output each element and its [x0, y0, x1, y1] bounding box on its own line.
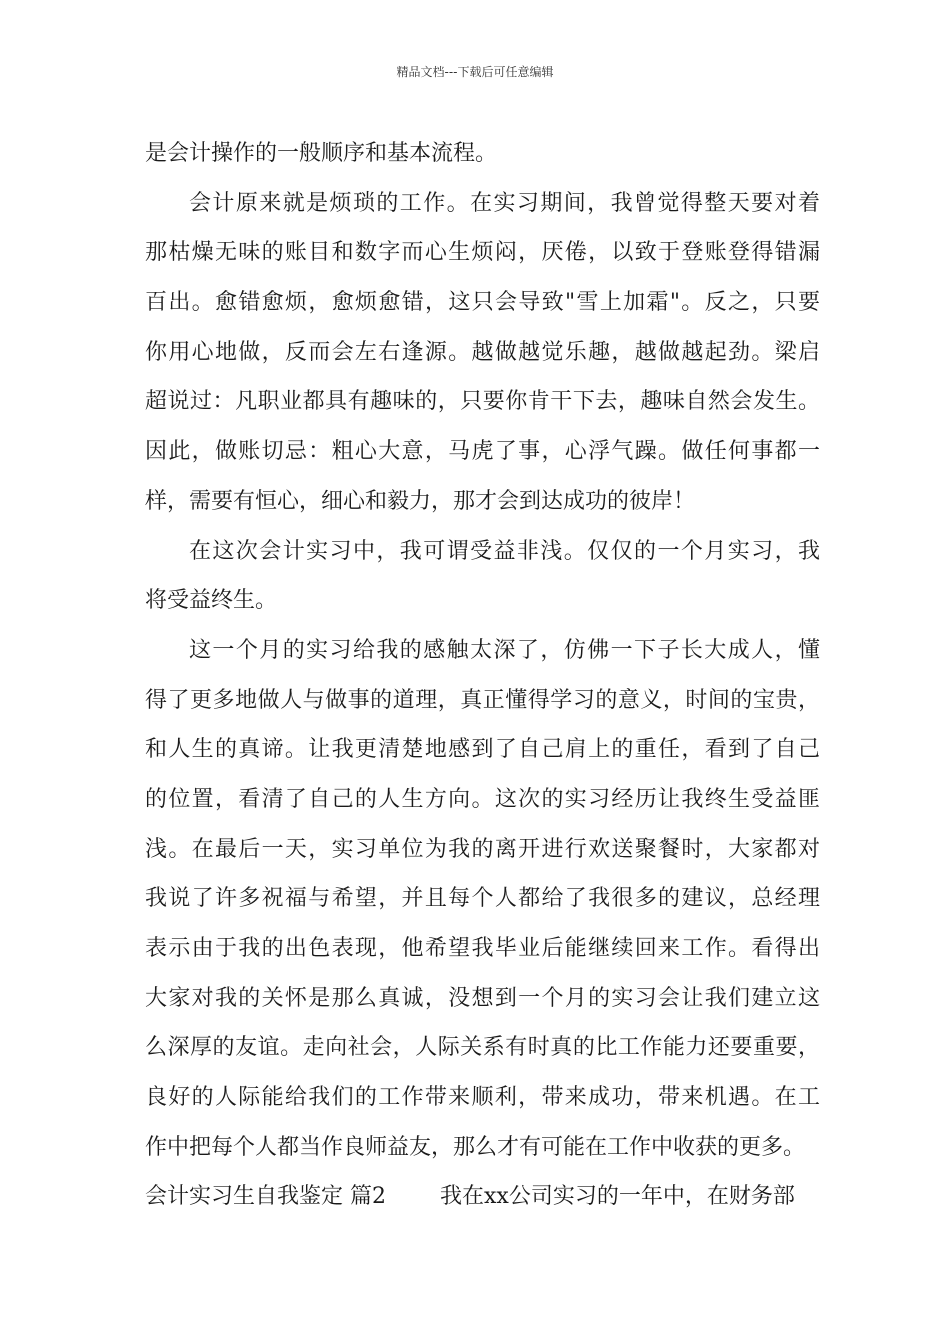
text-line: 我说了许多祝福与希望，并且每个人都给了我很多的建议，总经理 — [145, 886, 820, 912]
text-line: 在这次会计实习中，我可谓受益非浅。仅仅的一个月实习，我 — [189, 538, 820, 564]
section-title: 会计实习生自我鉴定 篇2 — [145, 1184, 386, 1210]
text-line: 大家对我的关怀是那么真诚，没想到一个月的实习会让我们建立这 — [145, 985, 820, 1011]
page-header: 精品文档---下载后可任意编辑 — [396, 65, 554, 79]
text-line: 超说过：凡职业都具有趣味的，只要你肯干下去，趣味自然会发生。 — [145, 389, 820, 415]
text-line: 浅。在最后一天，实习单位为我的离开进行欢送聚餐时，大家都对 — [145, 836, 820, 862]
text-line: 么深厚的友谊。走向社会，人际关系有时真的比工作能力还要重要， — [145, 1035, 820, 1061]
section-first-line: 我在xx公司实习的一年中，在财务部 — [440, 1184, 795, 1210]
text-line: 那枯燥无味的账目和数字而心生烦闷，厌倦，以致于登账登得错漏 — [145, 240, 820, 266]
text-line: 的位置，看清了自己的人生方向。这次的实习经历让我终生受益匪 — [145, 786, 820, 812]
text-line: 这一个月的实习给我的感触太深了，仿佛一下子长大成人，懂 — [189, 637, 820, 663]
text-line: 表示由于我的出色表现，他希望我毕业后能继续回来工作。看得出 — [145, 936, 820, 961]
text-line: 良好的人际能给我们的工作带来顺利，带来成功，带来机遇。在工 — [145, 1085, 820, 1111]
text-line: 是会计操作的一般顺序和基本流程。 — [145, 141, 498, 166]
text-line: 百出。愈错愈烦，愈烦愈错，这只会导致"雪上加霜"。反之，只要 — [145, 290, 820, 316]
text-line: 会计原来就是烦琐的工作。在实习期间，我曾觉得整天要对着 — [189, 190, 820, 216]
text-line: 因此，做账切忌：粗心大意，马虎了事，心浮气躁。做任何事都一 — [145, 439, 820, 465]
section-heading-line — [145, 1172, 820, 1222]
text-line: 样，需要有恒心，细心和毅力，那才会到达成功的彼岸！ — [145, 488, 696, 514]
text-line: 作中把每个人都当作良师益友，那么才有可能在工作中收获的更多。 — [145, 1134, 806, 1160]
text-line: 和人生的真谛。让我更清楚地感到了自己肩上的重任，看到了自己 — [145, 737, 820, 763]
text-line: 你用心地做，反而会左右逢源。越做越觉乐趣，越做越起劲。梁启 — [145, 339, 820, 365]
text-line: 得了更多地做人与做事的道理，真正懂得学习的意义，时间的宝贵， — [145, 687, 820, 713]
text-line: 将受益终生。 — [145, 588, 278, 614]
document-body — [145, 129, 820, 1222]
